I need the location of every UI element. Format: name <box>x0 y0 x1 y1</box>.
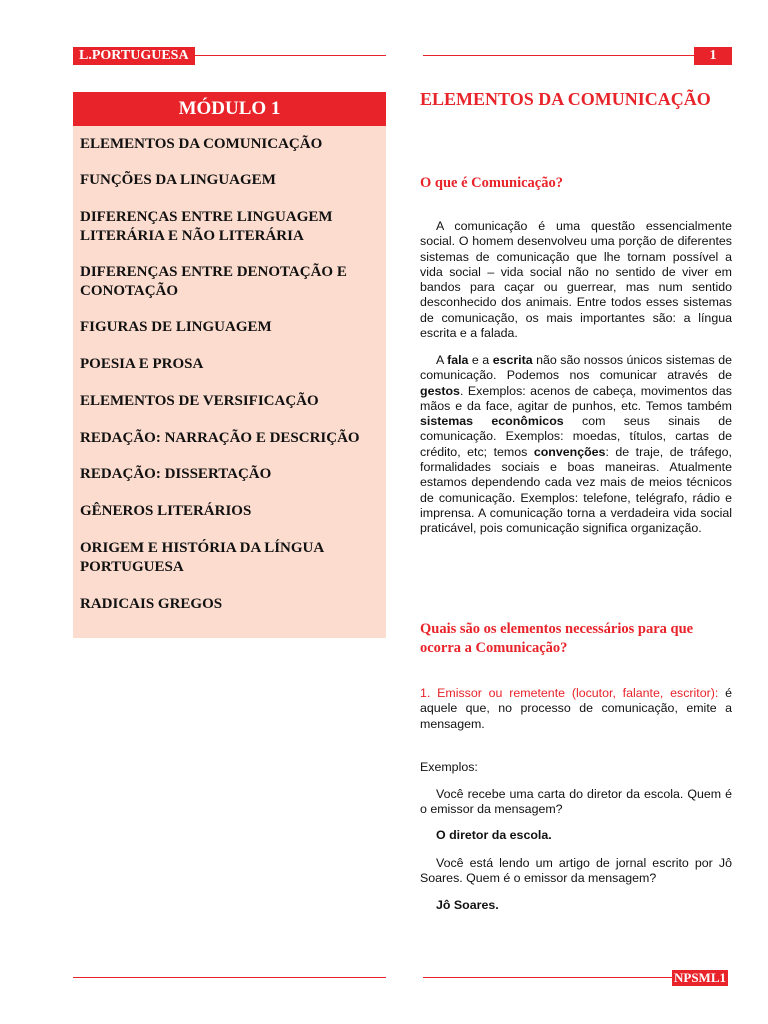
text-run: não são nossos únicos sistemas de comunicação. Podemos nos comunicar através de <box>420 353 732 383</box>
topic-item: ORIGEM E HISTÓRIA DA LÍNGUA PORTUGUESA <box>80 540 324 575</box>
module-panel <box>73 92 386 638</box>
header-rule-right <box>423 55 695 56</box>
subject-tag: L.PORTUGUESA <box>73 47 195 65</box>
example-1-question: Você recebe uma carta do diretor da escola. Quem é o emissor da mensagem? <box>420 787 732 817</box>
text-run: com seus sinais de comunicação. Exemplos: moedas, títulos, cartas de crédito, etc; temos <box>420 414 732 459</box>
question-elements: Quais são os elementos necessários para que ocorra a Comunicação? <box>420 621 694 656</box>
topic-item: REDAÇÃO: DISSERTAÇÃO <box>80 466 272 482</box>
example-2-answer: Jô Soares. <box>436 898 499 912</box>
text-run: . Exemplos: acenos de cabeça, movimentos das mãos e da face, agitar de punhos, etc. Temos também <box>420 383 732 413</box>
topic-item: REDAÇÃO: NARRAÇÃO E DESCRIÇÃO <box>80 430 360 446</box>
example-1-answer: O diretor da escola. <box>436 828 552 842</box>
topic-item: GÊNEROS LITERÁRIOS <box>80 503 252 519</box>
bold-term: escrita <box>492 353 533 367</box>
paragraph-intro: A comunicação é uma questão essencialmente social. O homem desenvolveu uma porção de diferentes sistemas de comunicação que lhe tornam possível a vida social – vida social não no sentido de viver em bandos para caçar ou guerrear, mas num sentido desconhecido dos animais. Entre todos esses sistemas de comunicação, os mais importantes são: a língua escrita e a falada. <box>420 219 732 341</box>
item-emitter-label: 1. Emissor ou remetente (locutor, falante, escritor): <box>420 686 719 700</box>
footer-rule-right <box>423 977 673 978</box>
examples-label: Exemplos: <box>420 760 478 774</box>
topic-item: DIFERENÇAS ENTRE LINGUAGEM LITERÁRIA E NÃO LITERÁRIA <box>80 209 333 244</box>
bold-term: sistemas econômicos <box>420 414 564 429</box>
footer-code: NPSML1 <box>674 970 726 985</box>
module-title: MÓDULO 1 <box>73 92 386 126</box>
topic-item: DIFERENÇAS ENTRE DENOTAÇÃO E CONOTAÇÃO <box>80 264 347 299</box>
page-number: 1 <box>694 47 732 65</box>
topic-item: FIGURAS DE LINGUAGEM <box>80 319 272 335</box>
item-emitter-text: é aquele que, no processo de comunicação, emite a mensagem. <box>420 686 732 731</box>
paragraph-systems <box>420 353 732 537</box>
topic-item: RADICAIS GREGOS <box>80 596 223 612</box>
topic-item: ELEMENTOS DE VERSIFICAÇÃO <box>80 393 319 409</box>
article-title: ELEMENTOS DA COMUNICAÇÃO <box>420 89 711 109</box>
footer-rule-left <box>73 977 386 978</box>
topic-item: FUNÇÕES DA LINGUAGEM <box>80 172 276 188</box>
header-rule-left <box>190 55 386 56</box>
text-run: A <box>436 353 448 367</box>
bold-term: convenções <box>533 444 606 459</box>
question-what-is-communication: O que é Comunicação? <box>420 175 563 191</box>
bold-term: gestos <box>420 383 460 398</box>
item-emitter <box>420 686 732 732</box>
topic-item: POESIA E PROSA <box>80 356 204 372</box>
example-2-question: Você está lendo um artigo de jornal escrito por Jô Soares. Quem é o emissor da mensagem? <box>420 856 732 886</box>
bold-term: fala <box>447 353 469 367</box>
text-run: : de traje, de tráfego, formalidades sociais e boas maneiras. Atualmente estamos dependendo cada vez mais de meios técnicos de comunicação. Exemplos: telefone, telégrafo, rádio e imprensa. A comunicação torna a verdadeira vida social praticável, pois comunicação significa organização. <box>420 444 732 536</box>
text-run: e a <box>468 353 493 367</box>
topic-item: ELEMENTOS DA COMUNICAÇÃO <box>80 136 323 152</box>
